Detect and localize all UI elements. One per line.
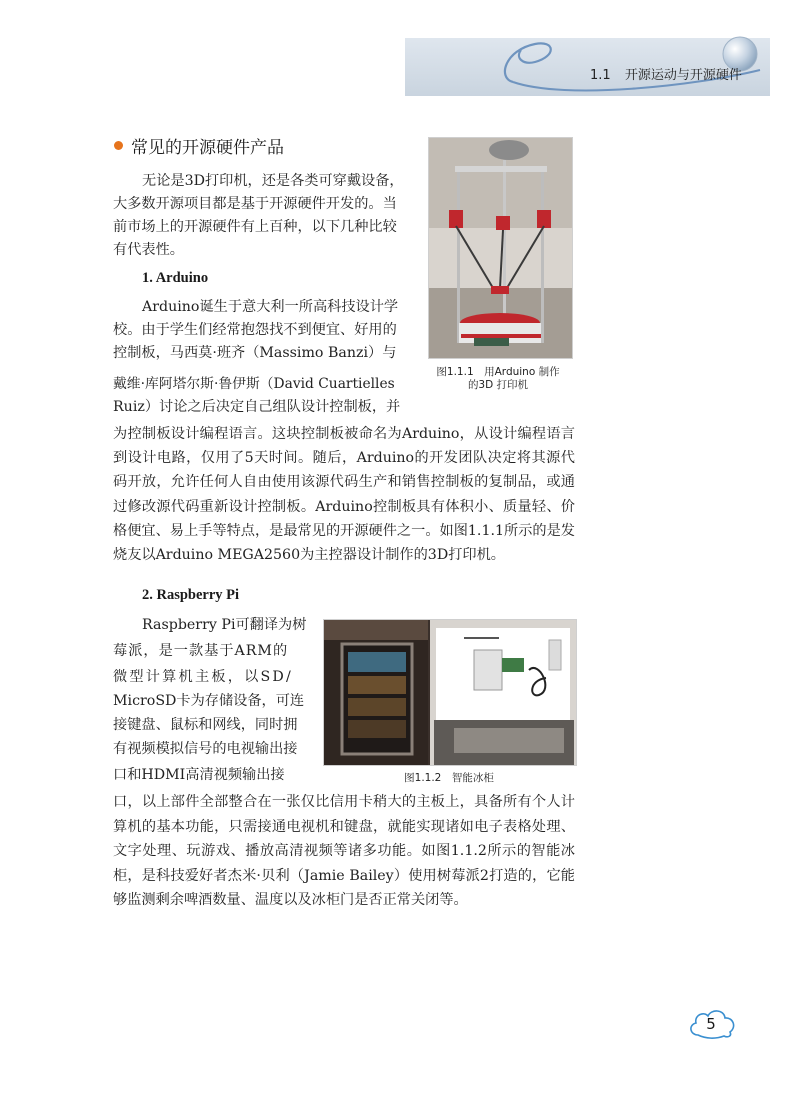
figure-1-caption-line-1: 图1.1.1 用Arduino 制作 xyxy=(436,366,560,378)
page-number-badge xyxy=(686,1005,738,1045)
raspberry-line-2: 莓派，是一款基于ARM的 xyxy=(113,643,289,659)
arduino-line-2: 校。由于学生们经常抱怨找不到便宜、好用的 xyxy=(113,322,397,338)
running-header xyxy=(590,64,742,83)
section-bullet-icon xyxy=(114,141,123,150)
intro-line-3: 前市场上的开源硬件有上百种，以下几种比较 xyxy=(113,219,397,235)
figure-1-caption xyxy=(410,366,586,392)
arduino-line-5: Ruiz）讨论之后决定自己组队设计控制板，并 xyxy=(113,399,401,415)
raspberry-line-7: 口和HDMI高清视频输出接 xyxy=(113,767,285,783)
arduino-line-1: Arduino诞生于意大利一所高科技设计学 xyxy=(142,299,399,315)
raspberry-line-1: Raspberry Pi可翻译为树 xyxy=(142,617,307,633)
smart-fridge-illustration xyxy=(324,620,576,765)
arduino-line-4: 戴维·库阿塔尔斯·鲁伊斯（David Cuartielles xyxy=(113,376,395,392)
arduino-line-3: 控制板，马西莫·班齐（Massimo Banzi）与 xyxy=(113,345,397,361)
figure-2-caption: 图1.1.2 智能冰柜 xyxy=(404,772,494,784)
raspberry-line-3: 微型计算机主板，以SD/ xyxy=(113,669,293,685)
raspberry-line-6: 有视频模拟信号的电视输出接 xyxy=(113,741,298,757)
arduino-paragraph-wide: 为控制板设计编程语言。这块控制板被命名为Arduino，从设计编程语言到设计电路，仅用了5天时间。随后，Arduino的开发团队决定将其源代码开放，允许任何人自由使用该源代码生产和销售控制板的复制品，或通过修改源代码重新设计控制板。Arduino控制板具有体积小、质量轻、价格便宜、易上手等特点，是最常见的开源硬件之一。如图1.1.1所示的是发烧友以Arduino MEGA2560为主控器设计制作的3D打印机。 xyxy=(113,426,575,564)
arduino-heading: 1. Arduino xyxy=(142,270,209,286)
raspberry-line-4: MicroSD卡为存储设备，可连 xyxy=(113,693,305,709)
raspberry-line-5: 接键盘、鼠标和网线，同时拥 xyxy=(113,717,298,733)
intro-line-1: 无论是3D打印机，还是各类可穿戴设备， xyxy=(142,173,404,189)
figure-1-caption-line-2: 的3D 打印机 xyxy=(467,379,529,391)
figure-3d-printer-photo xyxy=(428,137,573,359)
header-section-title: 开源运动与开源硬件 xyxy=(624,68,742,83)
intro-line-2: 大多数开源项目都是基于开源硬件开发的。当 xyxy=(113,196,397,212)
3d-printer-illustration xyxy=(429,138,572,358)
header-section-number: 1.1 xyxy=(590,68,611,83)
figure-smart-fridge-photo xyxy=(323,619,577,766)
section-title: 常见的开源硬件产品 xyxy=(131,138,284,158)
intro-line-4: 有代表性。 xyxy=(113,242,184,258)
raspberry-paragraph-wide: 口，以上部件全部整合在一张仅比信用卡稍大的主板上，具备所有个人计算机的基本功能，只需接通电视机和键盘，就能实现诸如电子表格处理、文字处理、玩游戏、播放高清视频等诸多功能。如图1.1.2所示的智能冰柜，是科技爱好者杰米·贝利（Jamie Bailey）使用树莓派2打造的，它能够监测剩余啤酒数量、温度以及冰柜门是否正常关闭等。 xyxy=(113,794,575,908)
page-number: 5 xyxy=(706,1015,716,1033)
raspberry-heading: 2. Raspberry Pi xyxy=(142,587,240,603)
